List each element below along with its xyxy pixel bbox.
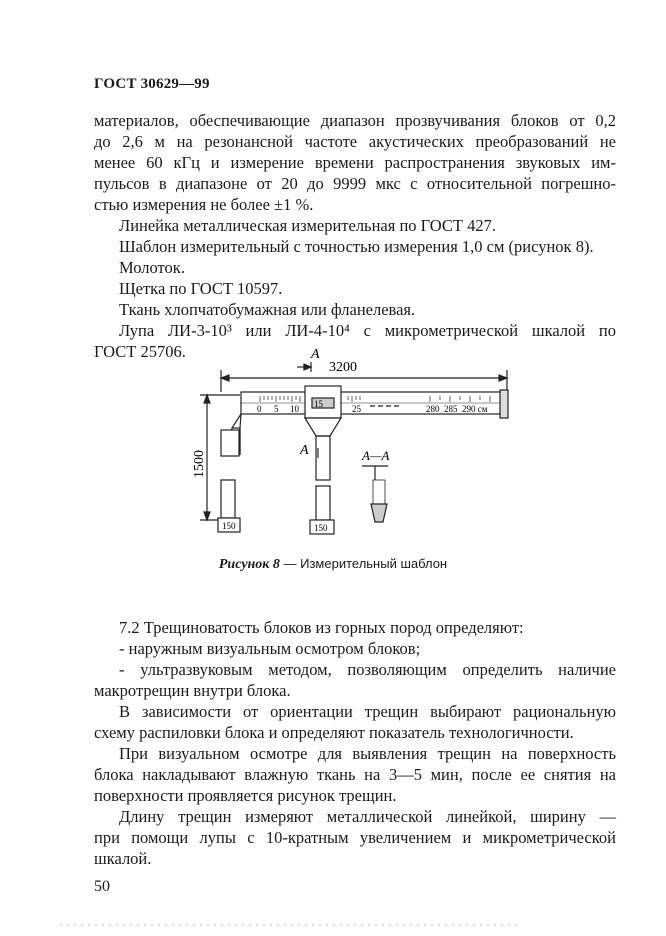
text-line: менее 60 кГц и измерение времени распространения звуковых им- bbox=[94, 153, 616, 172]
equipment-item: Шаблон измерительный с точностью измерения 1,0 см (рисунок 8). bbox=[119, 237, 594, 256]
text-line: - ультразвуковым методом, позволяющим определить наличие bbox=[119, 660, 616, 679]
scan-noise bbox=[60, 924, 520, 926]
text-line: при помощи лупы с 10-кратным увеличением и микрометрической bbox=[94, 828, 616, 847]
scale-label: 0 bbox=[257, 404, 262, 414]
text-line: поверхности проявляется рисунок трещин. bbox=[94, 786, 397, 805]
equipment-item: Молоток. bbox=[119, 258, 185, 277]
base-label: 150 bbox=[222, 521, 236, 531]
text-line: материалов, обеспечивающие диапазон прозвучивания блоков от 0,2 bbox=[94, 111, 616, 130]
height-dimension-label: 1500 bbox=[192, 450, 207, 478]
text-line: блока накладывают влажную ткань на 3—5 мин, после ее снятия на bbox=[94, 765, 616, 784]
scale-label: 290 см bbox=[462, 404, 488, 414]
equipment-item: ГОСТ 25706. bbox=[94, 342, 186, 361]
scale-label: 280 bbox=[426, 404, 440, 414]
scale-label: 25 bbox=[352, 404, 361, 414]
equipment-item: Ткань хлопчатобумажная или фланелевая. bbox=[119, 300, 416, 319]
section-mark-top: А bbox=[311, 347, 320, 362]
width-dimension-label: 3200 bbox=[329, 360, 357, 375]
scale-label: 15 bbox=[314, 399, 323, 409]
text-line: При визуальном осмотре для выявления трещин на поверхность bbox=[119, 744, 616, 763]
scale-label: 10 bbox=[290, 404, 299, 414]
text-line: схему распиловки блока и определяют показатель технологичности. bbox=[94, 723, 574, 742]
section-label: А—А bbox=[362, 448, 390, 463]
caption-label: Рисунок 8 bbox=[218, 557, 280, 572]
scale-label: 285 bbox=[444, 404, 458, 414]
text-line: - наружным визуальным осмотром блоков; bbox=[119, 639, 421, 658]
text-line: пульсов в диапазоне от 20 до 9999 мкс с относительной погрешно- bbox=[94, 174, 616, 193]
text-line: Длину трещин измеряют металлической линейкой, ширину — bbox=[119, 807, 616, 826]
text-line: до 2,6 м на резонансной частоте акустических преобразований не bbox=[94, 132, 616, 151]
equipment-item: Лупа ЛИ-3-10³ или ЛИ-4-10⁴ с микрометрической шкалой по bbox=[119, 321, 616, 340]
caption-text: — Измерительный шаблон bbox=[279, 556, 448, 571]
text-line: шкалой. bbox=[94, 849, 152, 868]
text-line: 7.2 Трещиноватость блоков из горных пород определяют: bbox=[119, 618, 524, 637]
scale-label: 5 bbox=[274, 404, 279, 414]
measuring-template-figure bbox=[0, 330, 666, 570]
equipment-item: Щетка по ГОСТ 10597. bbox=[119, 279, 283, 298]
base-label: 150 bbox=[314, 523, 328, 533]
text-line: макротрещин внутри блока. bbox=[94, 681, 291, 700]
equipment-item: Линейка металлическая измерительная по ГОСТ 427. bbox=[119, 216, 496, 235]
figure-caption bbox=[0, 556, 666, 573]
section-mark-side: А bbox=[300, 443, 309, 458]
document-header: ГОСТ 30629—99 bbox=[94, 76, 210, 92]
page-number: 50 bbox=[94, 878, 110, 895]
text-line: В зависимости от ориентации трещин выбирают рациональную bbox=[119, 702, 616, 721]
text-line: стью измерения не более ±1 %. bbox=[94, 195, 314, 214]
